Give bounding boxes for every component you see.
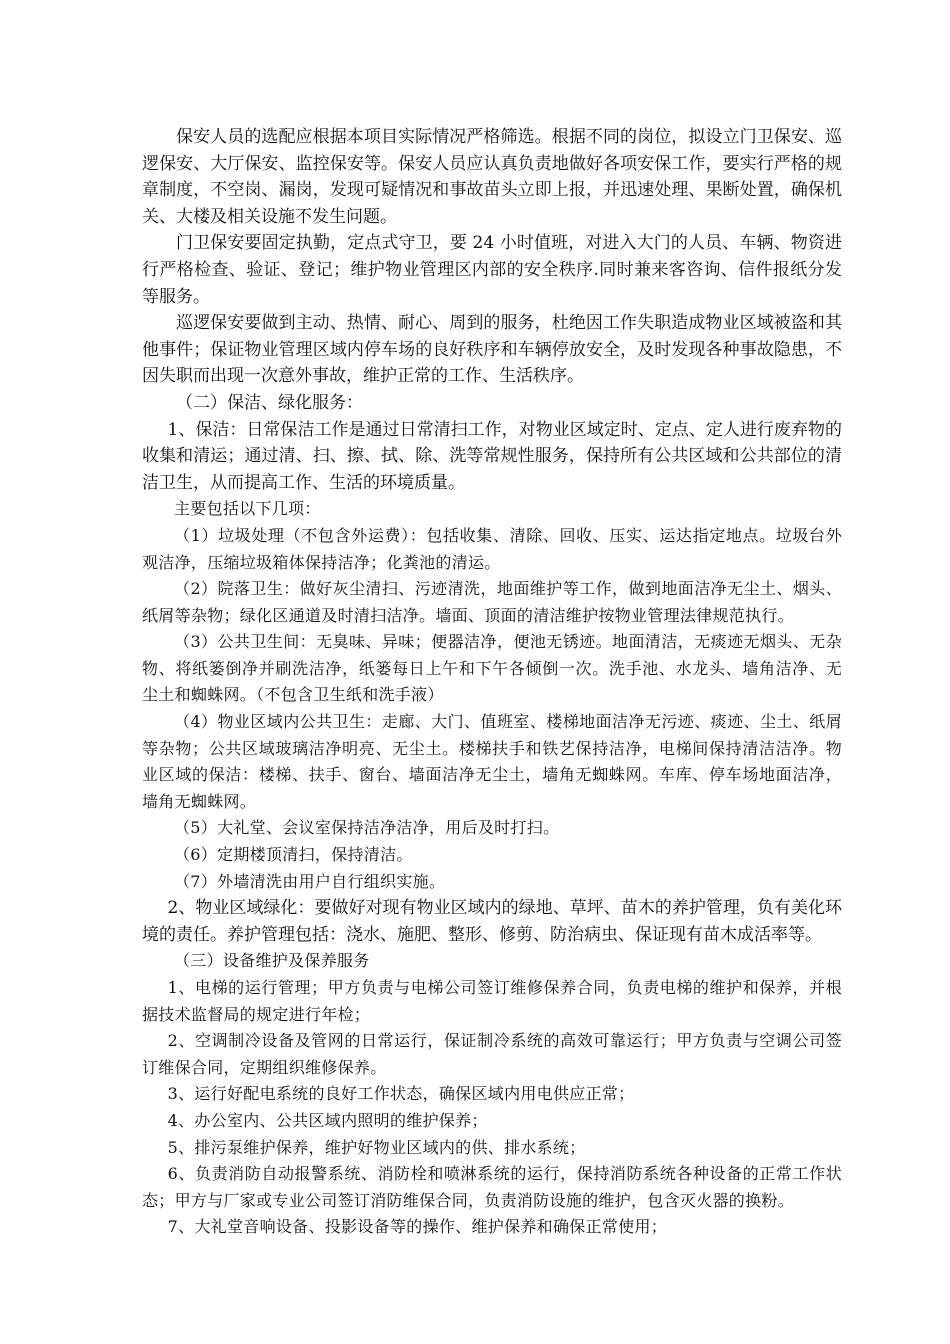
- paragraph: 6、负责消防自动报警系统、消防栓和喷淋系统的运行，保持消防系统各种设备的正常工作状态；甲方与厂家或专业公司签订消防维保合同，负责消防设施的维护，包含灭火器的换粉。: [142, 1164, 842, 1210]
- paragraph: 5、排污泵维护保养，维护好物业区域内的供、排水系统；: [167, 1137, 586, 1157]
- paragraph: 1、电梯的运行管理；甲方负责与电梯公司签订维修保养合同，负责电梯的维护和保养，并根据技术监督局的规定进行年检；: [142, 978, 842, 1024]
- paragraph: （6）定期楼顶清扫，保持清洁。: [174, 845, 413, 865]
- paragraph: （三）设备维护及保养服务: [174, 951, 370, 971]
- paragraph: （4）物业区域内公共卫生：走廊、大门、值班室、楼梯地面洁净无污迹、痰迹、尘土、纸屑等杂物；公共区域玻璃洁净明亮、无尘土。楼梯扶手和铁艺保持洁净，电梯间保持清洁洁净。物业区域的保洁：楼梯、扶手、窗台、墙面洁净无尘土，墙角无蜘蛛网。车库、停车场地面洁净，墙角无蜘蛛网。: [142, 712, 842, 811]
- paragraph: （二）保洁、绿化服务：: [176, 392, 363, 413]
- document-body: [142, 124, 842, 1241]
- paragraph: （1）垃圾处理（不包含外运费）：包括收集、清除、回收、压实、运达指定地点。垃圾台外观洁净，压缩垃圾箱体保持洁净；化粪池的清运。: [142, 525, 842, 572]
- paragraph: 4、办公室内、公共区域内照明的维护保养；: [167, 1110, 488, 1130]
- paragraph: 3、运行好配电系统的良好工作状态，确保区域内用电供应正常；: [167, 1084, 635, 1104]
- paragraph: （7）外墙清洗由用户自行组织实施。: [174, 871, 446, 891]
- paragraph: 保安人员的选配应根据本项目实际情况严格筛选。根据不同的岗位，拟设立门卫保安、巡逻保安、大厅保安、监控保安等。保安人员应认真负责地做好各项安保工作，要实行严格的规章制度，不空岗、漏岗，发现可疑情况和事故苗头立即上报，并迅速处理、果断处置，确保机关、大楼及相关设施不发生问题。: [142, 127, 842, 227]
- paragraph: （5）大礼堂、会议室保持洁净洁净，用后及时打扫。: [174, 818, 560, 838]
- paragraph: （3）公共卫生间：无臭味、异味；便器洁净，便池无锈迹。地面清洁，无痰迹无烟头、无杂物、将纸篓倒净并刷洗洁净，纸篓每日上午和下午各倾倒一次。洗手池、水龙头、墙角洁净、无尘土和蜘蛛网。（不包含卫生纸和洗手液）: [142, 632, 842, 705]
- paragraph: 2、空调制冷设备及管网的日常运行，保证制冷系统的高效可靠运行；甲方负责与空调公司签订维保合同，定期组织维修保养。: [142, 1031, 842, 1077]
- paragraph: 门卫保安要固定执勤，定点式守卫，要 24 小时值班，对进入大门的人员、车辆、物资进行严格检查、验证、登记；维护物业管理区内部的安全秩序.同时兼来客咨询、信件报纸分发等服务。: [142, 233, 842, 307]
- paragraph: 主要包括以下几项：: [174, 499, 321, 519]
- paragraph: 2、物业区域绿化：要做好对现有物业区域内的绿地、草坪、苗木的养护管理，负有美化环境的责任。养护管理包括：浇水、施肥、整形、修剪、防治病虫、保证现有苗木成活率等。: [142, 898, 842, 945]
- paragraph: 7、大礼堂音响设备、投影设备等的操作、维护保养和确保正常使用；: [167, 1217, 668, 1237]
- paragraph: （2）院落卫生：做好灰尘清扫、污迹清洗，地面维护等工作，做到地面洁净无尘土、烟头、纸屑等杂物；绿化区通道及时清扫洁净。墙面、顶面的清洁维护按物业管理法律规范执行。: [142, 579, 842, 625]
- paragraph: 1、保洁：日常保洁工作是通过日常清扫工作，对物业区域定时、定点、定人进行废弃物的收集和清运；通过清、扫、擦、拭、除、洗等常规性服务，保持所有公共区域和公共部位的清洁卫生，从而提高工作、生活的环境质量。: [142, 419, 842, 493]
- paragraph: 巡逻保安要做到主动、热情、耐心、周到的服务，杜绝因工作失职造成物业区域被盗和其他事件；保证物业管理区域内停车场的良好秩序和车辆停放安全，及时发现各种事故隐患，不因失职而出现一次意外事故，维护正常的工作、生活秩序。: [142, 313, 842, 387]
